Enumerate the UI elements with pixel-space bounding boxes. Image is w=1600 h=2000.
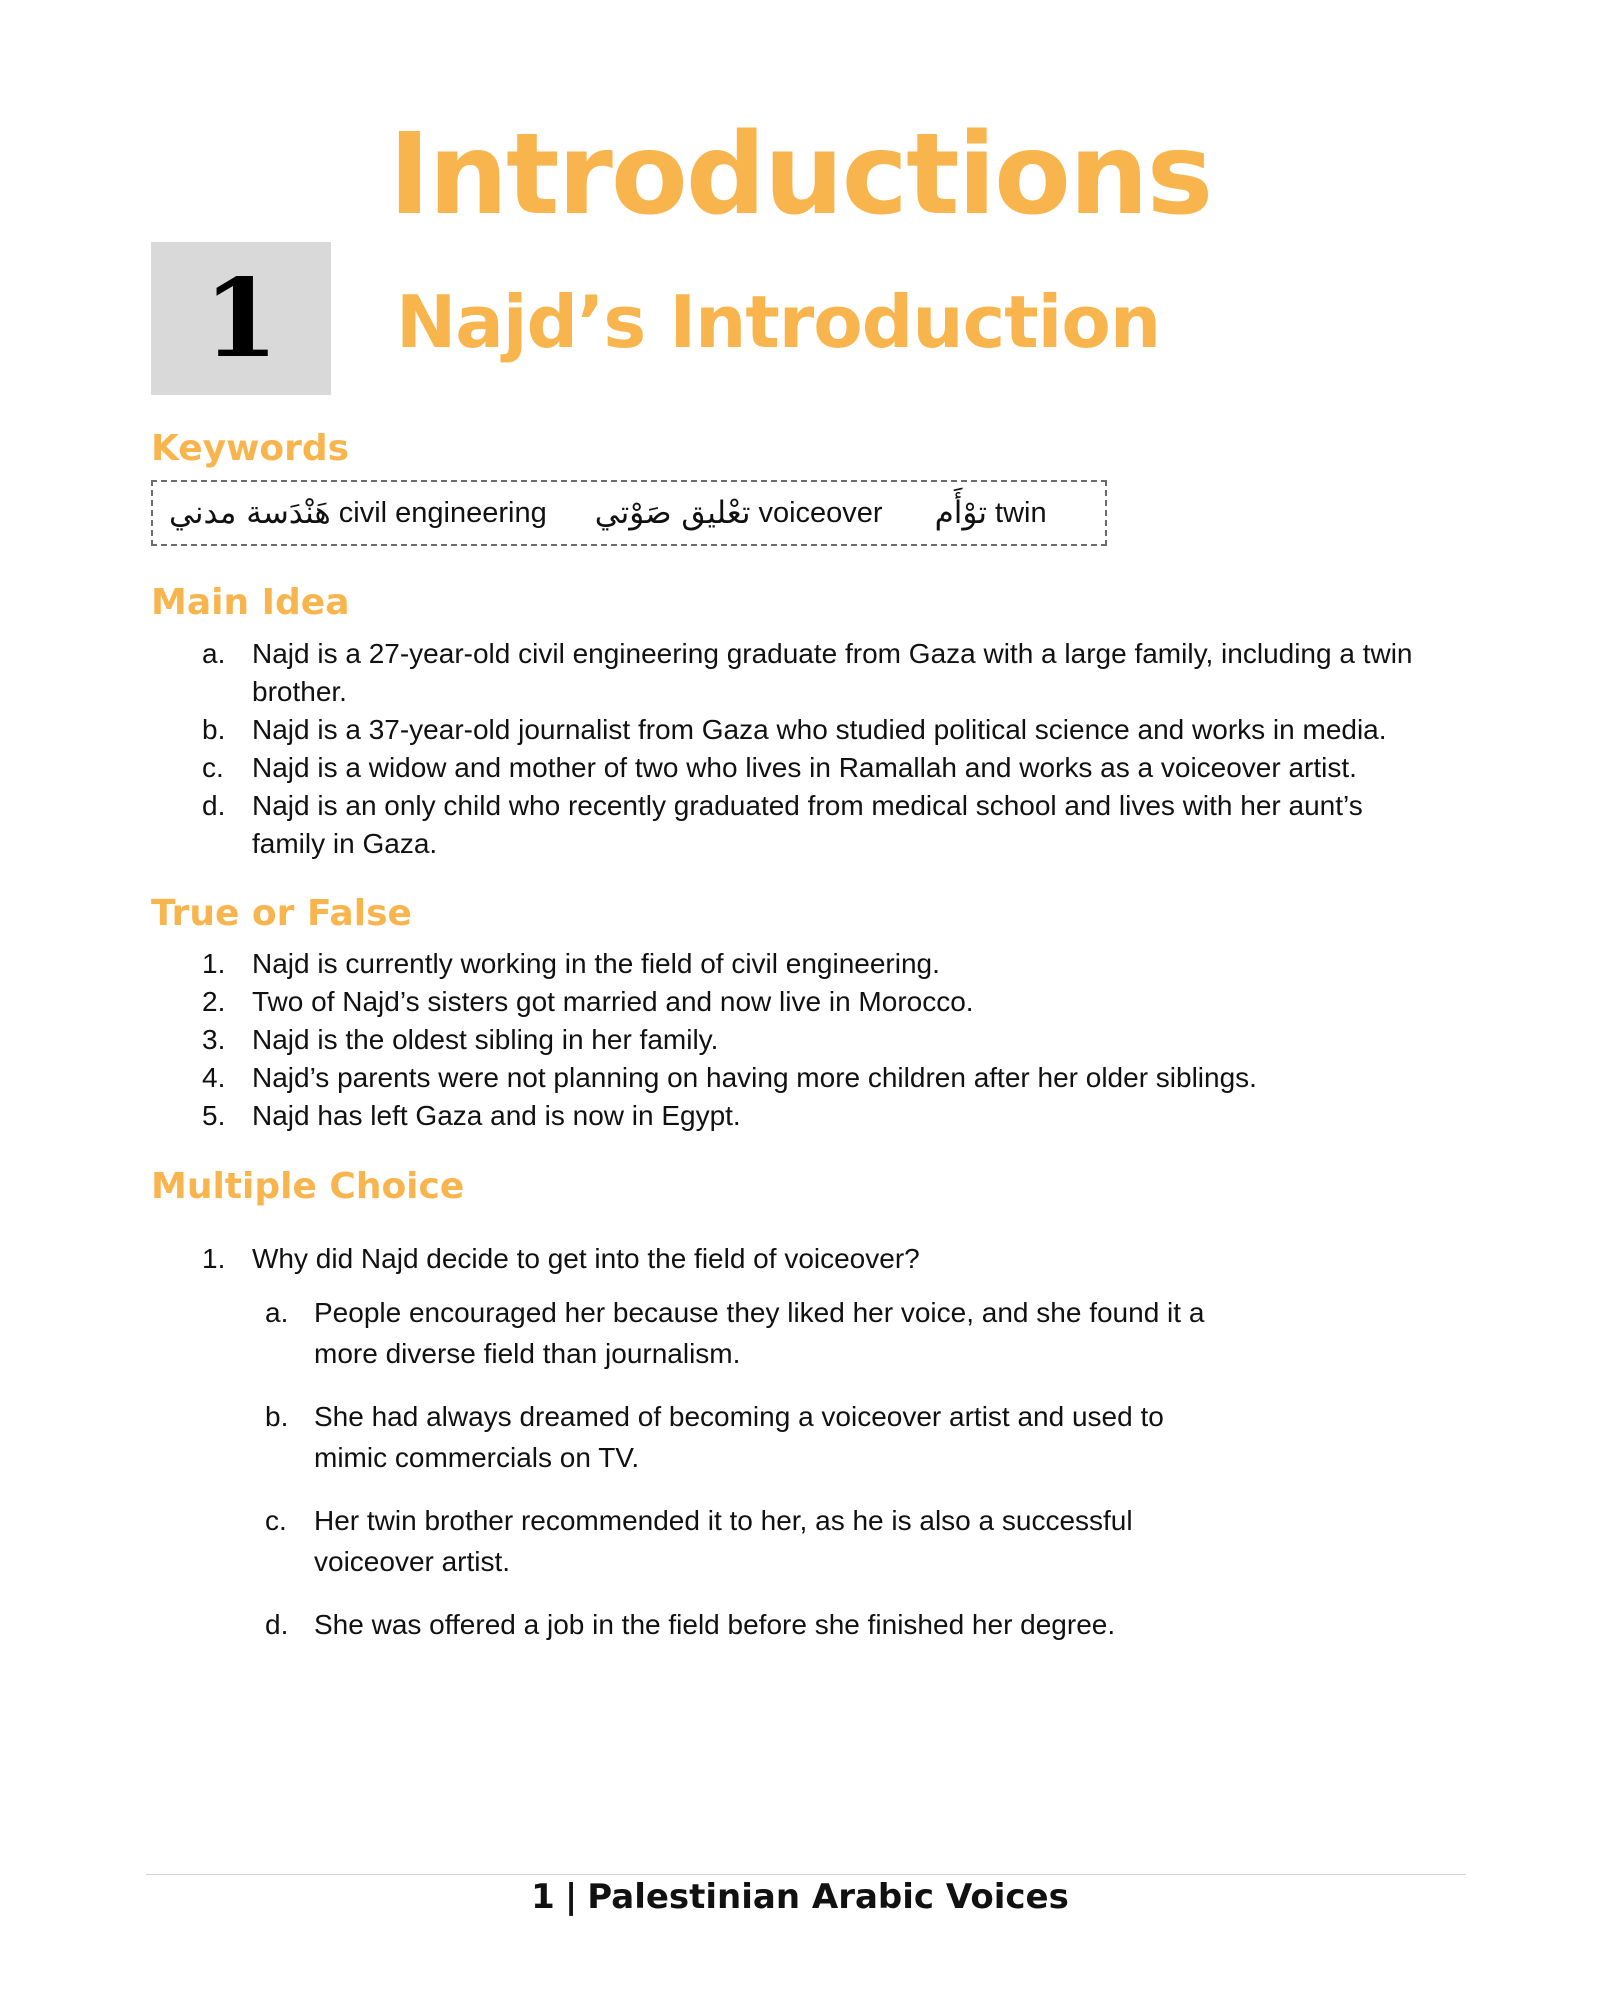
option-text: She had always dreamed of becoming a voiceover artist and used to mimic commercials on TV. [314,1401,1164,1473]
list-item-text: Najd is a 37-year-old journalist from Gaza who studied political science and works in media. [252,714,1387,745]
list-marker: 2. [202,986,226,1017]
keyword-english: voiceover [758,496,883,529]
list-item-text: Najd has left Gaza and is now in Egypt. [252,1100,741,1131]
keyword-item [169,495,547,531]
mc-option [265,1292,1205,1374]
list-item [202,711,1422,749]
list-item [202,1097,1422,1135]
option-marker: c. [265,1505,287,1536]
chapter-title: Najd’s Introduction [396,280,1161,364]
list-item [202,635,1422,711]
option-text: She was offered a job in the field before she finished her degree. [314,1609,1116,1640]
list-marker: a. [202,638,226,669]
list-marker: d. [202,790,226,821]
keyword-english: twin [995,496,1047,529]
list-marker: 3. [202,1024,226,1055]
list-item-text: Najd is a 27-year-old civil engineering graduate from Gaza with a large family, including a twin brother. [252,638,1413,707]
mc-question-text: Why did Najd decide to get into the field of voiceover? [252,1243,920,1274]
list-item-text: Najd is a widow and mother of two who lives in Ramallah and works as a voiceover artist. [252,752,1357,783]
list-item [202,787,1422,863]
keywords-heading: Keywords [151,428,350,469]
keyword-item [595,495,883,531]
mc-option [265,1500,1205,1582]
list-item [202,1021,1422,1059]
list-item [202,1059,1422,1097]
list-marker: c. [202,752,224,783]
keyword-english: civil engineering [338,496,547,529]
list-item-text: Najd’s parents were not planning on having more children after her older siblings. [252,1062,1257,1093]
chapter-number-box [151,242,331,395]
footer-page-number: 1 [531,1877,555,1917]
list-item-text: Two of Najd’s sisters got married and now live in Morocco. [252,986,974,1017]
page-footer [0,1877,1600,1917]
option-marker: d. [265,1609,289,1640]
list-item-text: Najd is currently working in the field of civil engineering. [252,948,940,979]
footer-book-title: Palestinian Arabic Voices [587,1877,1069,1917]
mc-options-list [265,1292,1205,1667]
keyword-arabic: توْأَم [934,495,988,531]
multiple-choice-heading: Multiple Choice [151,1166,465,1207]
list-marker: 1. [202,1243,226,1274]
main-idea-list [202,635,1422,863]
main-idea-heading: Main Idea [151,582,350,623]
chapter-number: 1 [203,255,279,382]
mc-option [265,1604,1205,1645]
list-marker: 5. [202,1100,226,1131]
option-marker: b. [265,1401,289,1432]
list-item-text: Najd is the oldest sibling in her family. [252,1024,719,1055]
list-item [202,983,1422,1021]
mc-option [265,1396,1205,1478]
footer-divider [146,1874,1466,1875]
list-item [202,945,1422,983]
list-item-text: Najd is an only child who recently graduated from medical school and lives with her aunt’s family in Gaza. [252,790,1363,859]
mc-question [202,1240,1302,1278]
keywords-box [151,480,1107,546]
page-title: Introductions [388,110,1212,240]
list-marker: 1. [202,948,226,979]
true-false-heading: True or False [151,893,412,934]
keyword-arabic: تعْليق صَوْتي [594,495,751,531]
footer-separator: | [564,1877,578,1917]
list-marker: 4. [202,1062,226,1093]
keyword-arabic: هَنْدَسة مدني [169,495,331,531]
list-marker: b. [202,714,226,745]
list-item [202,749,1422,787]
option-text: People encouraged her because they liked her voice, and she found it a more diverse field than journalism. [314,1297,1205,1369]
option-marker: a. [265,1297,289,1328]
true-false-list [202,945,1422,1135]
option-text: Her twin brother recommended it to her, as he is also a successful voiceover artist. [314,1505,1133,1577]
keyword-item [935,495,1047,531]
